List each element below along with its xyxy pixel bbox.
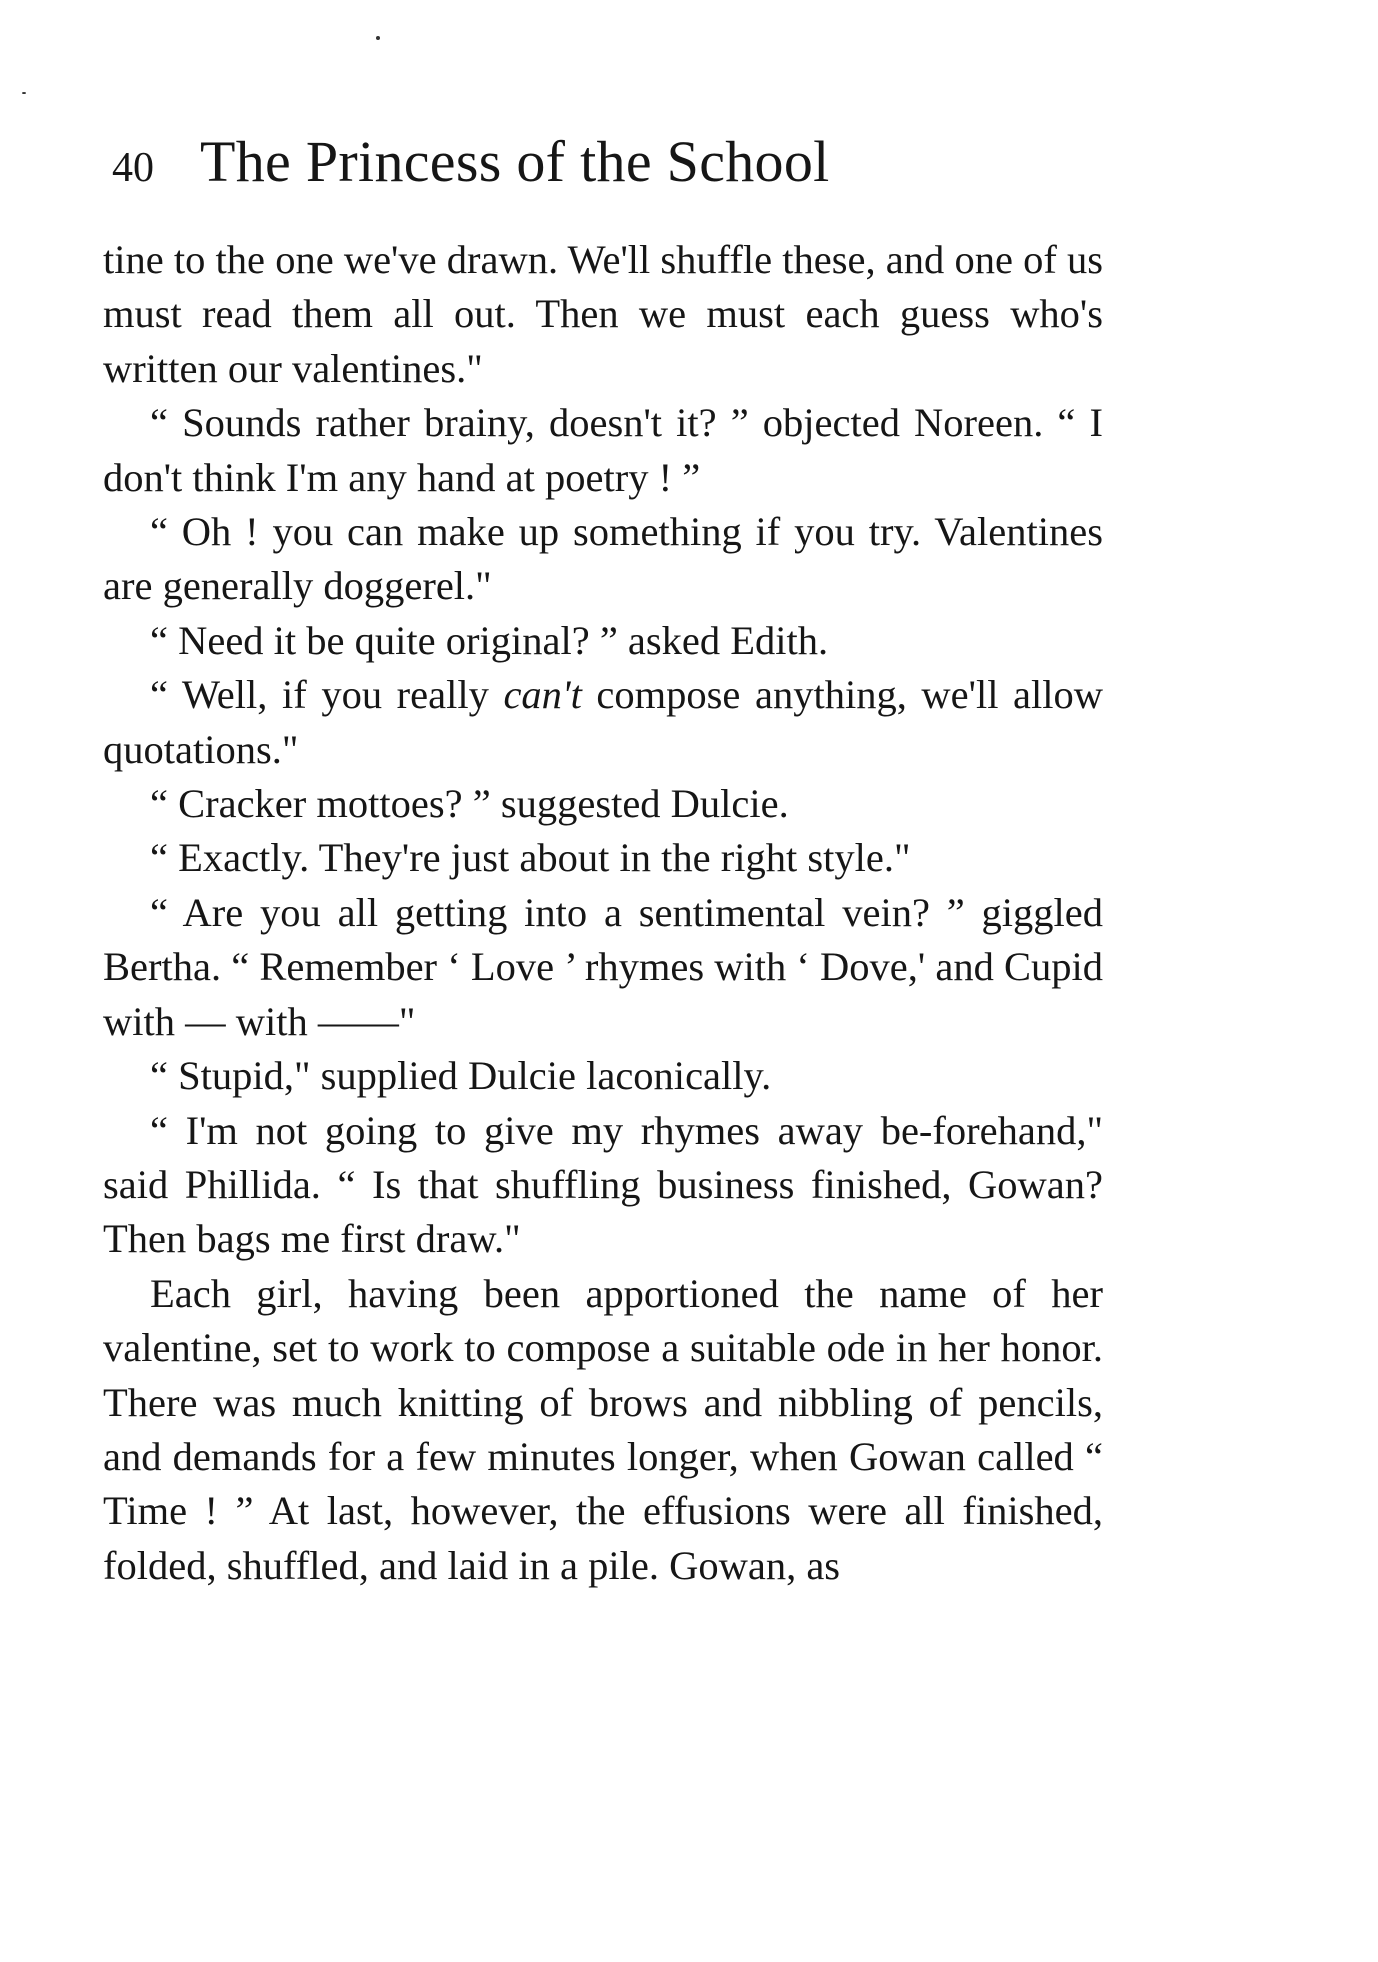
paragraph: “ Cracker mottoes? ” suggested Dulcie. — [150, 781, 789, 827]
page-header — [112, 128, 830, 195]
scan-speck — [22, 92, 26, 94]
paragraph-text: compose anything, we'll allow quotations." — [103, 672, 1104, 772]
scan-speck — [376, 36, 380, 40]
paragraph: “ Are you all getting into a sentimental vein? ” giggled Bertha. “ Remember ‘ Love ’ rhymes with ‘ Dove,' and Cupid with — with ——" — [103, 889, 1103, 1044]
paragraph: “ Stupid," supplied Dulcie laconically. — [150, 1053, 772, 1099]
paragraph: “ Need it be quite original? ” asked Edith. — [150, 617, 829, 663]
running-title: The Princess of the School — [200, 129, 830, 194]
emphasized-word: can't — [503, 672, 582, 718]
paragraph: “ Exactly. They're just about in the right style." — [150, 835, 911, 881]
paragraph — [103, 668, 1103, 777]
paragraph: “ Oh ! you can make up something if you try. Valentines are generally doggerel." — [103, 509, 1103, 609]
paragraph: “ I'm not going to give my rhymes away be-forehand," said Phillida. “ Is that shuffling business finished, Gowan? Then bags me first draw." — [103, 1107, 1103, 1262]
page-number: 40 — [112, 145, 154, 191]
paragraph: tine to the one we've drawn. We'll shuffle these, and one of us must read them all out. Then we must each guess who's written our valentines." — [103, 237, 1103, 391]
paragraph-text: “ Well, if you really — [150, 672, 504, 718]
body-text — [103, 233, 1103, 1593]
paragraph: Each girl, having been apportioned the name of her valentine, set to work to compose a suitable ode in her honor. There was much knitting of brows and nibbling of pencils, and demands for a few minutes longer, when Gowan called “ Time ! ” At last, however, the effusions were all finished, folded, shuffled, and laid in a pile. Gowan, as — [103, 1270, 1103, 1588]
paragraph: “ Sounds rather brainy, doesn't it? ” objected Noreen. “ I don't think I'm any hand at poetry ! ” — [103, 400, 1103, 500]
